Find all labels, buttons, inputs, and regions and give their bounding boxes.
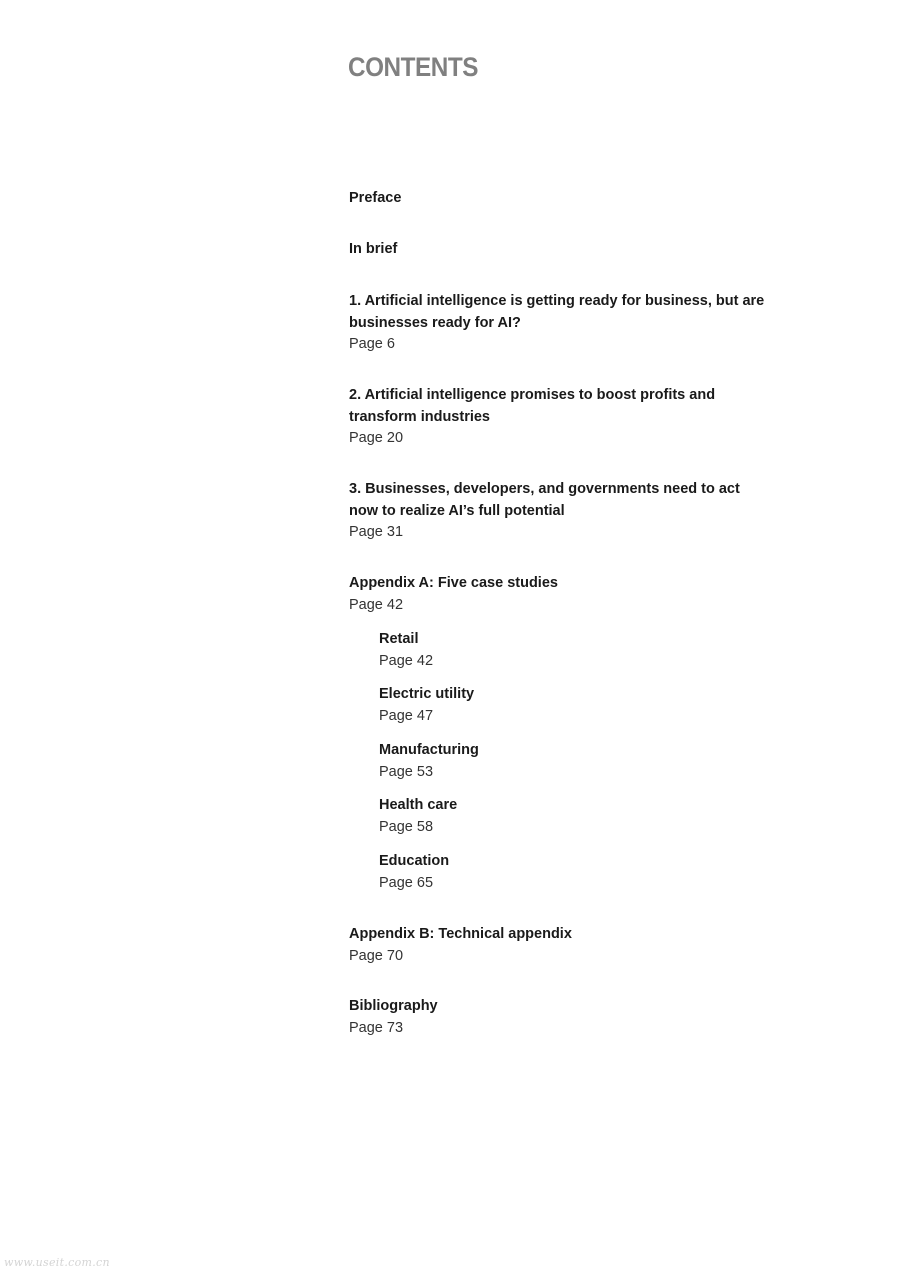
toc-entry-chapter-3[interactable]: [349, 479, 769, 544]
toc-entry-title: Preface: [349, 190, 402, 206]
page-title: CONTENTS: [348, 52, 479, 82]
watermark: www.useit.com.cn: [4, 1256, 110, 1269]
toc-entry-title: Electric utility: [379, 686, 475, 702]
toc-entry-page: Page 42: [349, 596, 404, 613]
toc-entry-page: Page 58: [379, 818, 434, 835]
toc-subentry-education[interactable]: [379, 851, 769, 894]
toc-entry-page: Page 53: [379, 763, 434, 780]
toc-entry-in-brief[interactable]: [349, 239, 769, 261]
toc-entry-title: Appendix B: Technical appendix: [349, 926, 572, 942]
toc-entry-appendix-b[interactable]: [349, 924, 769, 967]
toc-entry-page: Page 31: [349, 524, 404, 540]
toc-entry-chapter-2[interactable]: [349, 385, 769, 450]
toc-entry-title: Bibliography: [349, 998, 438, 1014]
toc-entry-page: Page 65: [379, 874, 434, 891]
toc-entry-title: Appendix A: Five case studies: [349, 575, 558, 591]
toc-entry-page: Page 20: [349, 430, 404, 446]
toc-entry-title: Education: [379, 853, 450, 869]
toc-subentry-manufacturing[interactable]: [379, 740, 769, 783]
toc-entry-title: Retail: [379, 631, 419, 647]
toc-entry-page: Page 47: [379, 707, 434, 724]
toc-entry-appendix-a[interactable]: [349, 573, 769, 616]
toc-entry-page: Page 6: [349, 336, 395, 352]
toc-entry-page: Page 73: [349, 1019, 404, 1036]
toc-entry-title: 2. Artificial intelligence promises to boost profits and transform industries: [349, 387, 716, 425]
toc-entry-title: Health care: [379, 797, 458, 813]
toc-entry-title: In brief: [349, 241, 398, 257]
toc-entry-chapter-1[interactable]: [349, 291, 769, 356]
toc-entry-title: Manufacturing: [379, 742, 479, 758]
toc-entry-title: 3. Businesses, developers, and governments need to act now to realize AI’s full potential: [349, 481, 740, 519]
toc-subentry-health-care[interactable]: [379, 795, 769, 838]
toc-entry-title: 1. Artificial intelligence is getting ready for business, but are businesses ready for AI?: [349, 293, 765, 331]
toc-subentry-electric-utility[interactable]: [379, 684, 769, 727]
toc-entry-preface[interactable]: [349, 188, 769, 210]
toc-entry-page: Page 42: [379, 652, 434, 669]
toc-entry-bibliography[interactable]: [349, 996, 769, 1039]
toc-subentry-retail[interactable]: [379, 629, 769, 672]
toc-entry-page: Page 70: [349, 947, 404, 964]
